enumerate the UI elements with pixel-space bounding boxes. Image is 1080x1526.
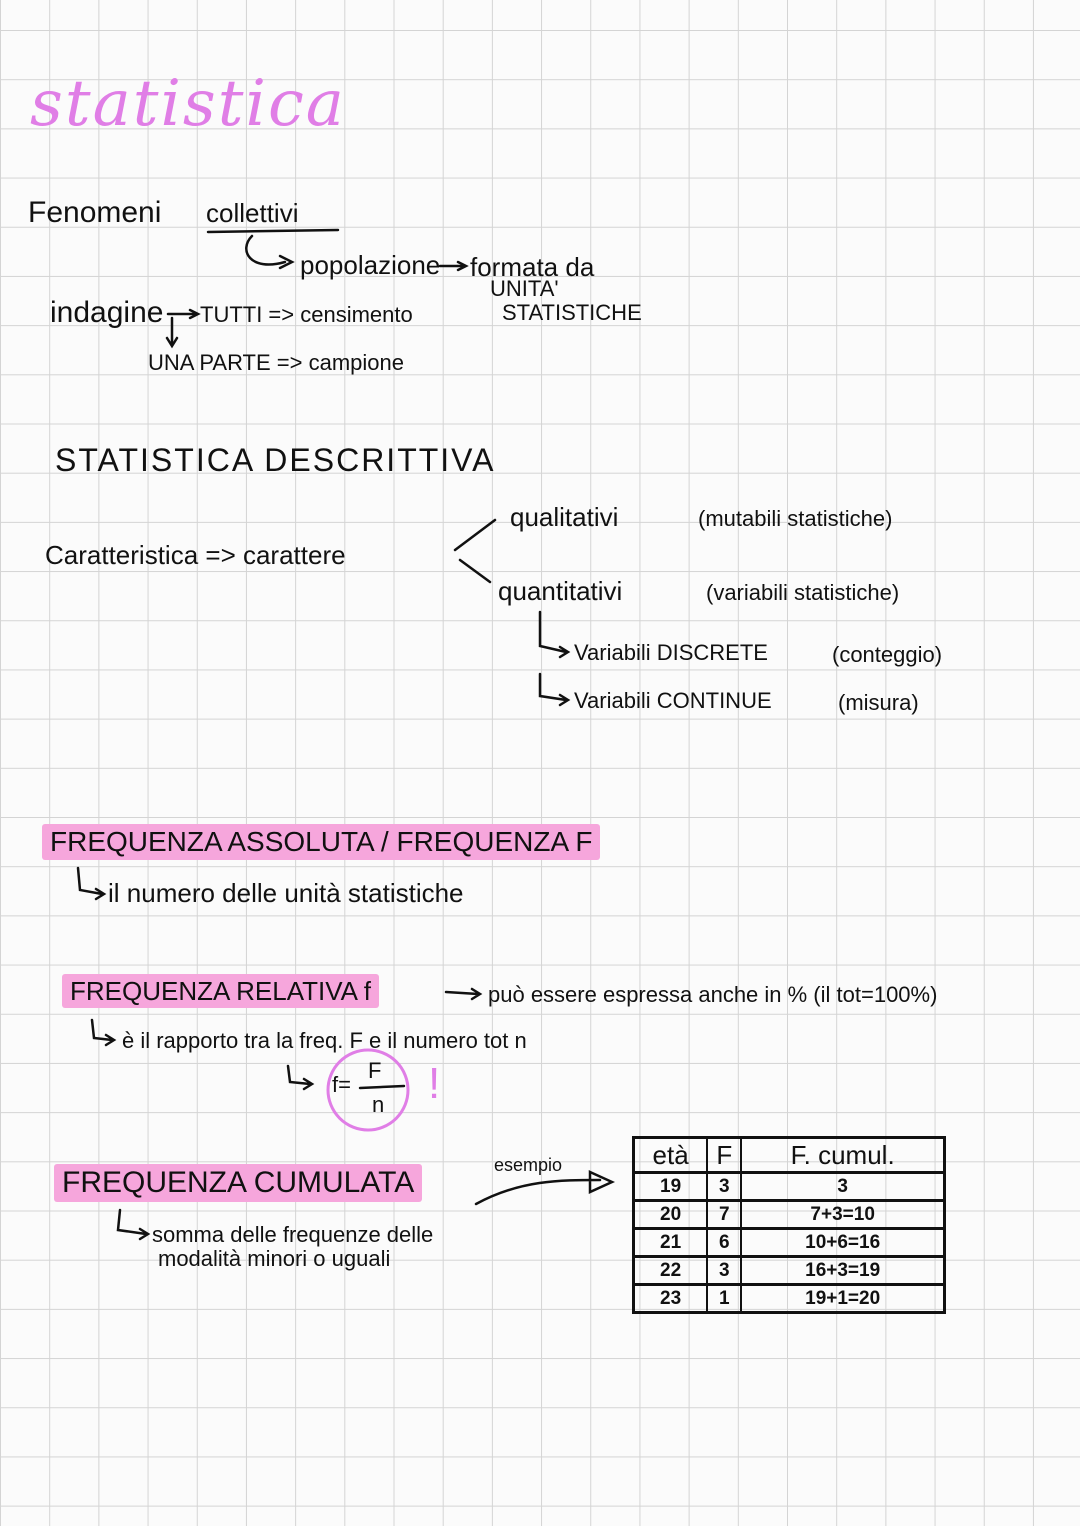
hook-arrow-icon [246, 236, 292, 268]
formata-label: formata da [470, 252, 595, 282]
quantitativi-label: quantitativi [498, 576, 623, 606]
discrete-note: (conteggio) [832, 642, 943, 667]
arrow-icon [440, 262, 466, 270]
caratteristica-label: Caratteristica => carattere [45, 540, 346, 570]
page-title: statistica [30, 67, 346, 141]
cell: 21 [634, 1229, 708, 1257]
tutti-label: TUTTI => censimento [200, 302, 413, 327]
descrittiva-heading: STATISTICA DESCRITTIVA [55, 442, 496, 478]
cell: 20 [634, 1201, 708, 1229]
cumulata-def-2: modalità minori o uguali [158, 1246, 391, 1271]
esempio-arrow-icon [476, 1172, 612, 1204]
hook-arrow-icon [288, 1066, 312, 1089]
continue-label: Variabili CONTINUE [574, 688, 772, 713]
cell: 22 [634, 1257, 708, 1285]
cumulata-heading: FREQUENZA CUMULATA [54, 1164, 422, 1202]
hook-arrow-icon [78, 868, 104, 899]
formula-circle [328, 1050, 408, 1130]
down-arrow-icon [167, 318, 177, 346]
relativa-def: è il rapporto tra la freq. F e il numero tot n [122, 1028, 527, 1053]
cell: 7 [707, 1201, 741, 1229]
col-cumul: F. cumul. [741, 1138, 944, 1173]
arrow-icon [168, 310, 198, 318]
cumulata-def-1: somma delle frequenze delle [152, 1222, 434, 1247]
assoluta-def: il numero delle unità statistiche [108, 878, 464, 908]
cell: 7+3=10 [741, 1201, 944, 1229]
collettivi-label: collettivi [206, 198, 299, 228]
quantitativi-note: (variabili statistiche) [706, 580, 900, 605]
hook-arrow-icon [540, 674, 568, 705]
esempio-label: esempio [494, 1155, 563, 1175]
parte-label: UNA PARTE => campione [148, 350, 404, 375]
relativa-note: può essere espressa anche in % (il tot=100%) [488, 982, 938, 1007]
cell: 16+3=19 [741, 1257, 944, 1285]
hook-arrow-icon [118, 1210, 148, 1239]
indagine-label: indagine [50, 296, 164, 329]
cell: 19+1=20 [741, 1285, 944, 1313]
relativa-heading: FREQUENZA RELATIVA f [62, 974, 379, 1008]
exclamation-mark: ! [428, 1059, 441, 1108]
formula-num: F [368, 1058, 382, 1083]
qualitativi-note: (mutabili statistiche) [698, 506, 893, 531]
cell: 23 [634, 1285, 708, 1313]
col-f: F [707, 1138, 741, 1173]
unita-label: UNITA' [490, 276, 559, 301]
fenomeni-label: Fenomeni [28, 196, 162, 229]
cell: 3 [707, 1257, 741, 1285]
cell: 10+6=16 [741, 1229, 944, 1257]
arrow-icon [446, 989, 480, 999]
formula-den: n [372, 1092, 385, 1117]
formula-left: f= [332, 1072, 351, 1097]
assoluta-heading: FREQUENZA ASSOLUTA / FREQUENZA F [42, 824, 600, 860]
col-eta: età [634, 1138, 708, 1173]
hook-arrow-icon [92, 1020, 114, 1045]
statistiche-label: STATISTICHE [502, 300, 642, 325]
cell: 3 [741, 1173, 944, 1201]
cell: 19 [634, 1173, 708, 1201]
branch-icon [455, 520, 495, 582]
cell: 1 [707, 1285, 741, 1313]
discrete-label: Variabili DISCRETE [574, 640, 768, 665]
cell: 6 [707, 1229, 741, 1257]
continue-note: (misura) [838, 690, 919, 715]
qualitativi-label: qualitativi [510, 502, 619, 532]
fraction-bar [360, 1086, 404, 1088]
hook-arrow-icon [540, 612, 568, 657]
collettivi-underline [208, 230, 338, 232]
cell: 3 [707, 1173, 741, 1201]
popolazione-label: popolazione [300, 250, 441, 280]
